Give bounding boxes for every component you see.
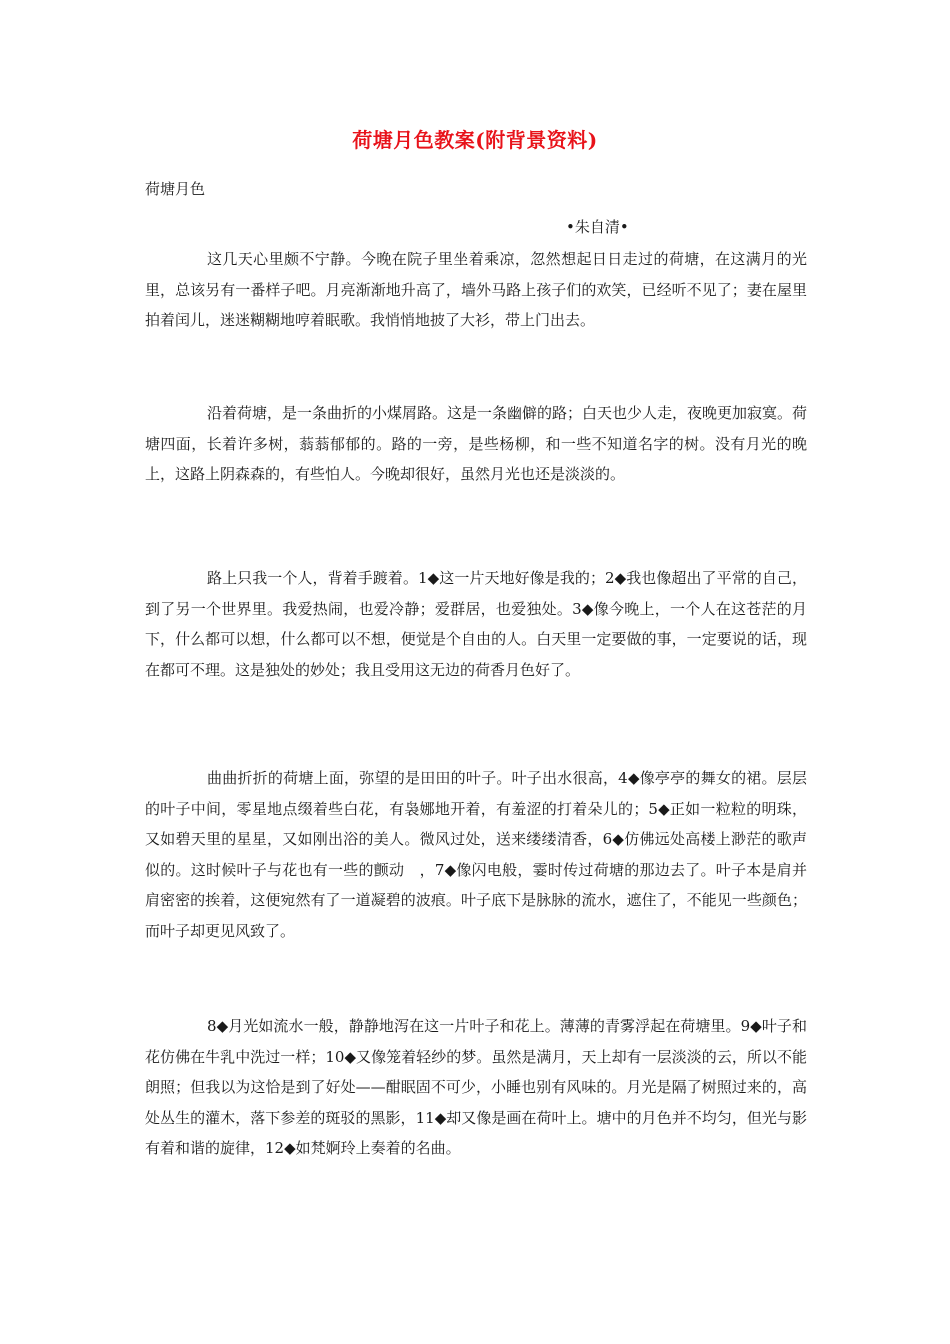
paragraph: 8◆月光如流水一般，静静地泻在这一片叶子和花上。薄薄的青雾浮起在荷塘里。9◆叶子和花仿佛在牛乳中洗过一样；10◆又像笼着轻纱的梦。虽然是满月，天上却有一层淡淡的云，所以不能朗照；但我以为这恰是到了好处——酣眠固不可少，小睡也别有风味的。月光是隔了树照过来的，高处丛生的灌木，落下参差的斑驳的黑影，11◆却又像是画在荷叶上。塘中的月色并不均匀，但光与影有着和谐的旋律，12◆如梵婀玲上奏着的名曲。 [145, 1017, 807, 1158]
paragraph: 曲曲折折的荷塘上面，弥望的是田田的叶子。叶子出水很高，4◆像亭亭的舞女的裙。层层的叶子中间，零星地点缀着些白花，有袅娜地开着，有羞涩的打着朵儿的；5◆正如一粒粒的明珠，又如碧天里的星星，又如刚出浴的美人。微风过处，送来缕缕清香，6◆仿佛远处高楼上渺茫的歌声似的。这时候叶子与花也有一些的颤动 ，7◆像闪电般，霎时传过荷塘的那边去了。叶子本是肩并肩密密的挨着，这便宛然有了一道凝碧的波痕。叶子底下是脉脉的流水，遮住了，不能见一些颜色；而叶子却更见风致了。 [145, 769, 807, 940]
paragraph: 路上只我一个人，背着手踱着。1◆这一片天地好像是我的；2◆我也像超出了平常的自己，到了另一个世界里。我爱热闹，也爱冷静；爱群居，也爱独处。3◆像今晚上，一个人在这苍茫的月下，什么都可以想，什么都可以不想，便觉是个自由的人。白天里一定要做的事，一定要说的话，现在都可不理。这是独处的妙处；我且受用这无边的荷香月色好了。 [145, 569, 807, 679]
paragraph: 这几天心里颇不宁静。今晚在院子里坐着乘凉，忽然想起日日走过的荷塘，在这满月的光里，总该另有一番样子吧。月亮渐渐地升高了，墙外马路上孩子们的欢笑，已经听不见了；妻在屋里拍着闰儿，迷迷糊糊地哼着眠歌。我悄悄地披了大衫，带上门出去。 [145, 250, 807, 330]
document-title: 荷塘月色教案(附背景资料) [352, 128, 598, 152]
essay-title: 荷塘月色 [145, 180, 206, 198]
author-line: •朱自清• [566, 218, 629, 236]
paragraph: 沿着荷塘，是一条曲折的小煤屑路。这是一条幽僻的路；白天也少人走，夜晚更加寂寞。荷塘四面，长着许多树，蓊蓊郁郁的。路的一旁，是些杨柳，和一些不知道名字的树。没有月光的晚上，这路上阴森森的，有些怕人。今晚却很好，虽然月光也还是淡淡的。 [145, 404, 808, 484]
